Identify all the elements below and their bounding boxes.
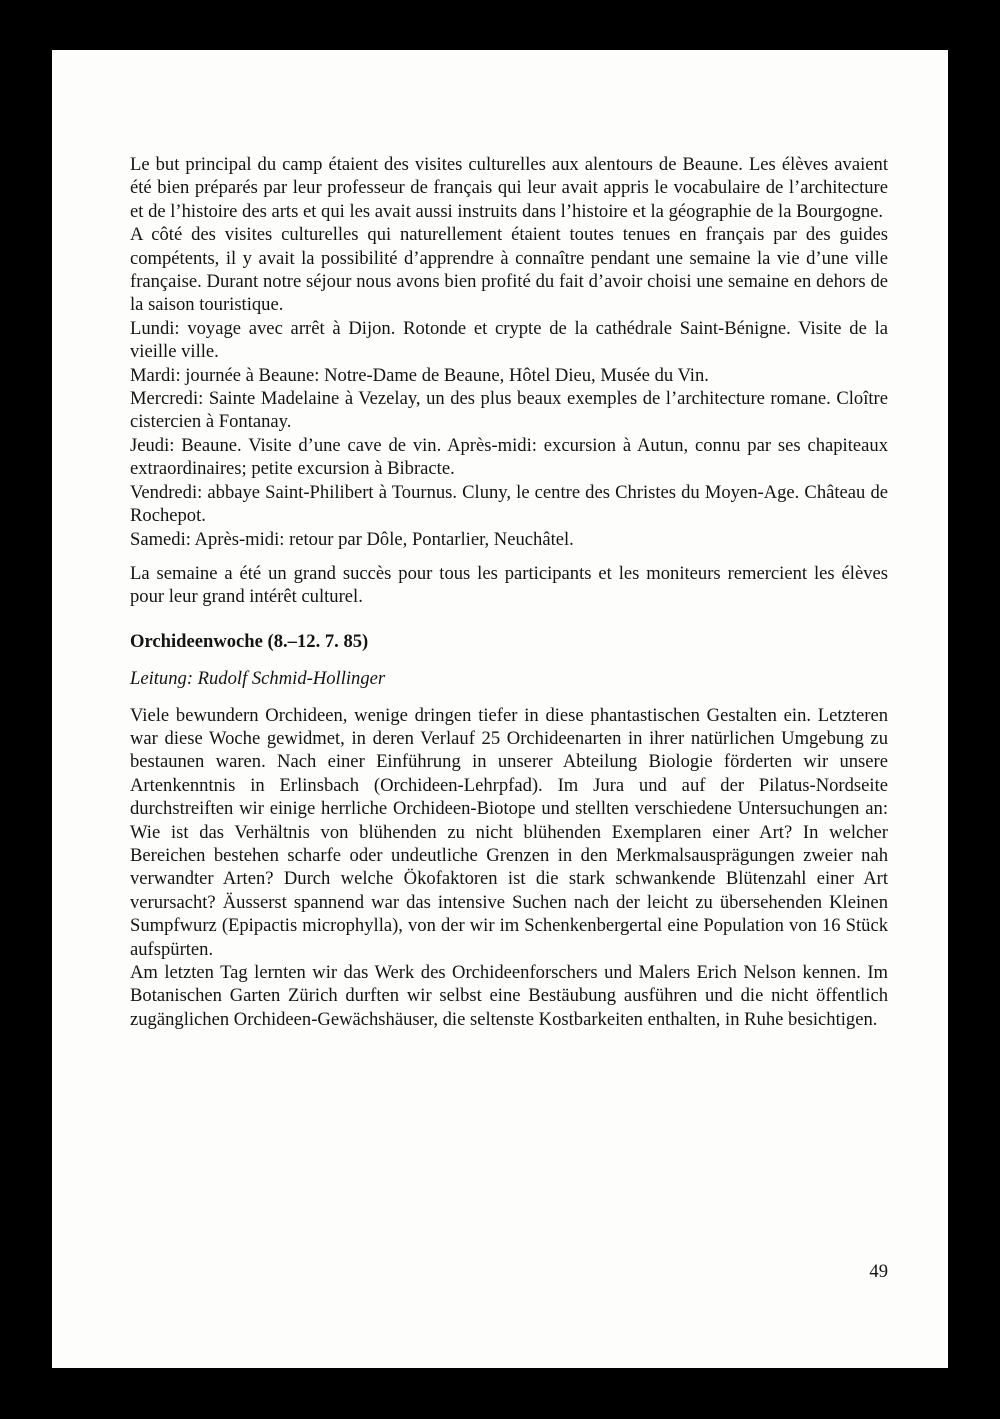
french-paragraph-visits: A côté des visites culturelles qui naturellement étaient toutes tenues en français par des guides compétents, il y avait la possibilité d’apprendre à connaître pendant une semaine la vie d’une ville française. Durant notre séjour nous avons bien profité du fait d’avoir choisi une semaine en dehors de la saison touristique. bbox=[130, 224, 888, 316]
french-paragraph-conclusion: La semaine a été un grand succès pour tous les participants et les moniteurs remercient les élèves pour leur grand intérêt culturel. bbox=[130, 562, 888, 608]
itinerary-monday: Lundi: voyage avec arrêt à Dijon. Rotonde et crypte de la cathédrale Saint-Bénigne. Visite de la vieille ville. bbox=[130, 317, 888, 363]
document-page bbox=[52, 50, 948, 1368]
french-paragraph-intro: Le but principal du camp étaient des visites culturelles aux alentours de Beaune. Les élèves avaient été bien préparés par leur professeur de français qui leur avait appris le vocabulaire de l’architecture et de l’histoire des arts et qui les avait aussi instruits dans l’histoire et la géographie de la Bourgogne. bbox=[130, 154, 888, 222]
page-content bbox=[130, 153, 888, 1031]
section-byline: Leitung: Rudolf Schmid-Hollinger bbox=[130, 668, 386, 690]
itinerary-friday: Vendredi: abbaye Saint-Philibert à Tournus. Cluny, le centre des Christes du Moyen-Age. Château de Rochepot. bbox=[130, 481, 888, 527]
itinerary-thursday: Jeudi: Beaune. Visite d’une cave de vin. Après-midi: excursion à Autun, connu par ses chapiteaux extraordinaires; petite excursion à Bibracte. bbox=[130, 434, 888, 480]
itinerary-wednesday: Mercredi: Sainte Madelaine à Vezelay, un des plus beaux exemples de l’architecture romane. Cloître cistercien à Fontanay. bbox=[130, 388, 888, 433]
itinerary-tuesday: Mardi: journée à Beaune: Notre-Dame de Beaune, Hôtel Dieu, Musée du Vin. bbox=[130, 364, 709, 386]
page-number: 49 bbox=[869, 1261, 888, 1282]
itinerary-saturday: Samedi: Après-midi: retour par Dôle, Pontarlier, Neuchâtel. bbox=[130, 528, 574, 550]
section-heading: Orchideenwoche (8.–12. 7. 85) bbox=[130, 630, 369, 652]
orchid-paragraph-last-day: Am letzten Tag lernten wir das Werk des Orchideenforschers und Malers Erich Nelson kennen. Im Botanischen Garten Zürich durften wir selbst eine Bestäubung ausführen und die nicht öffentlich zugänglichen Orchideen-Gewächshäuser, die seltenste Kostbarkeiten enthalten, in Ruhe besichtigen. bbox=[130, 962, 888, 1030]
orchid-paragraph-main: Viele bewundern Orchideen, wenige dringen tiefer in diese phantastischen Gestalten ein. Letzteren war diese Woche gewidmet, in deren Verlauf 25 Orchideenarten in ihrer natürlichen Umgebung zu bestaunen waren. Nach einer Einführung in unserer Abteilung Biologie förderten wir unsere Artenkenntnis in Erlinsbach (Orchideen-Lehrpfad). Im Jura und auf der Pilatus-Nordseite durchstreiften wir einige herrliche Orchideen-Biotope und stellten verschiedene Untersuchungen an: Wie ist das Verhältnis von blühenden zu nicht blühenden Exemplaren einer Art? In welcher Bereichen bestehen scharfe oder undeutliche Grenzen in den Merkmalsausprägungen zweier nah verwandter Arten? Durch welche Ökofaktoren ist die stark schwankende Blütenzahl einer Art verursacht? Äusserst spannend war das intensive Suchen nach der leicht zu übersehenden Kleinen Sumpfwurz (Epipactis microphylla), von der wir im Schenkenbergertal eine Population von 16 Stück aufspürten. bbox=[130, 704, 888, 960]
